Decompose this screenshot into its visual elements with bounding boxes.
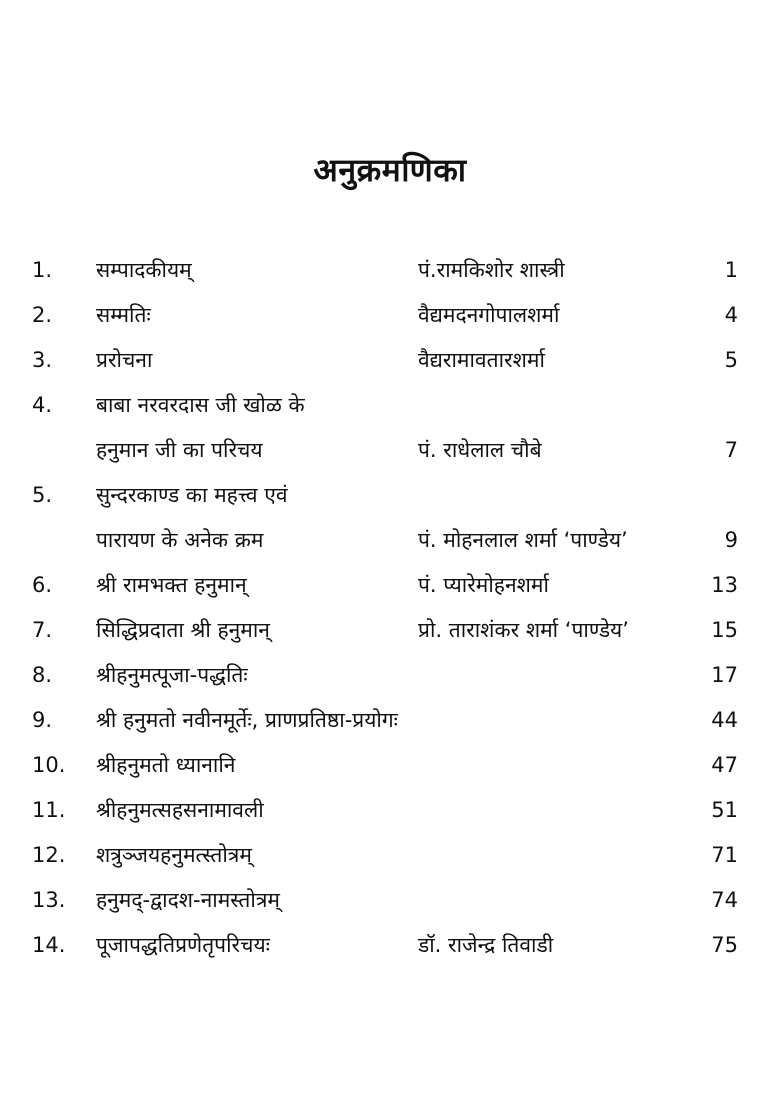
entry-title: श्रीहनुमत्सहसनामावली bbox=[96, 798, 264, 822]
toc-entry-14 bbox=[0, 923, 780, 968]
entry-page-number: 4 bbox=[724, 303, 738, 327]
entry-title: प्ररोचना bbox=[96, 348, 153, 372]
entry-page-number: 7 bbox=[724, 438, 738, 462]
entry-number: 13. bbox=[32, 888, 66, 912]
entry-title: सुन्दरकाण्ड का महत्त्व एवं bbox=[96, 483, 288, 507]
entry-author: वैद्यमदनगोपालशर्मा bbox=[418, 303, 560, 327]
entry-page-number: 15 bbox=[711, 618, 738, 642]
entry-title: हनुमद्-द्वादश-नामस्तोत्रम् bbox=[96, 888, 280, 912]
entry-author: डॉ. राजेन्द्र तिवाडी bbox=[418, 933, 554, 957]
entry-number: 9. bbox=[32, 708, 53, 732]
entry-number: 1. bbox=[32, 258, 53, 282]
entry-number: 8. bbox=[32, 663, 53, 687]
toc-entry-12 bbox=[0, 833, 780, 878]
entry-title-continued: पारायण के अनेक क्रम bbox=[96, 528, 264, 552]
entry-page-number: 5 bbox=[724, 348, 738, 372]
entry-author: पं. राधेलाल चौबे bbox=[418, 438, 542, 462]
toc-entry-11 bbox=[0, 788, 780, 833]
entry-page-number: 44 bbox=[711, 708, 738, 732]
entry-number: 11. bbox=[32, 798, 66, 822]
entry-author: पं. प्यारेमोहनशर्मा bbox=[418, 573, 549, 597]
page-title: अनुक्रमणिका bbox=[313, 151, 467, 189]
entry-title: सम्पादकीयम् bbox=[96, 258, 192, 282]
entry-title: श्री हनुमतो नवीनमूर्तेः, प्राणप्रतिष्ठा-प्रयोगः bbox=[96, 708, 398, 732]
toc-entry-5 bbox=[0, 473, 780, 563]
entry-page-number: 17 bbox=[711, 663, 738, 687]
entry-page-number: 51 bbox=[711, 798, 738, 822]
toc-entry-3 bbox=[0, 338, 780, 383]
entry-title: सम्मतिः bbox=[96, 303, 151, 327]
entry-page-number: 13 bbox=[711, 573, 738, 597]
toc-entry-2 bbox=[0, 293, 780, 338]
entry-author: प्रो. ताराशंकर शर्मा ‘पाण्डेय’ bbox=[418, 618, 629, 642]
toc-entry-6 bbox=[0, 563, 780, 608]
entry-page-number: 71 bbox=[711, 843, 738, 867]
entry-title-continued: हनुमान जी का परिचय bbox=[96, 438, 263, 462]
entry-title: शत्रुञ्जयहनुमत्स्तोत्रम् bbox=[96, 843, 252, 867]
entry-author: पं. मोहनलाल शर्मा ‘पाण्डेय’ bbox=[418, 528, 628, 552]
entry-number: 2. bbox=[32, 303, 53, 327]
entry-title: श्रीहनुमतो ध्यानानि bbox=[96, 753, 236, 777]
entry-number: 5. bbox=[32, 483, 53, 507]
entry-page-number: 1 bbox=[724, 258, 738, 282]
entry-author: वैद्यरामावतारशर्मा bbox=[418, 348, 545, 372]
entry-number: 14. bbox=[32, 933, 66, 957]
entry-page-number: 47 bbox=[711, 753, 738, 777]
toc-entry-4 bbox=[0, 383, 780, 473]
entry-page-number: 75 bbox=[711, 933, 738, 957]
entry-number: 12. bbox=[32, 843, 66, 867]
entry-number: 7. bbox=[32, 618, 53, 642]
entry-title: बाबा नरवरदास जी खोळ के bbox=[96, 393, 305, 417]
table-of-contents bbox=[0, 248, 780, 968]
toc-entry-13 bbox=[0, 878, 780, 923]
entry-title: श्री रामभक्त हनुमान् bbox=[96, 573, 247, 597]
entry-title: पूजापद्धतिप्रणेतृपरिचयः bbox=[96, 933, 270, 957]
entry-page-number: 9 bbox=[724, 528, 738, 552]
entry-title: श्रीहनुमत्पूजा-पद्धतिः bbox=[96, 663, 248, 687]
toc-entry-10 bbox=[0, 743, 780, 788]
toc-entry-1 bbox=[0, 248, 780, 293]
toc-entry-8 bbox=[0, 653, 780, 698]
toc-entry-7 bbox=[0, 608, 780, 653]
entry-number: 10. bbox=[32, 753, 66, 777]
entry-number: 3. bbox=[32, 348, 53, 372]
entry-author: पं.रामकिशोर शास्त्री bbox=[418, 258, 565, 282]
toc-entry-9 bbox=[0, 698, 780, 743]
entry-page-number: 74 bbox=[711, 888, 738, 912]
entry-title: सिद्धिप्रदाता श्री हनुमान् bbox=[96, 618, 270, 642]
entry-number: 6. bbox=[32, 573, 53, 597]
entry-number: 4. bbox=[32, 393, 53, 417]
